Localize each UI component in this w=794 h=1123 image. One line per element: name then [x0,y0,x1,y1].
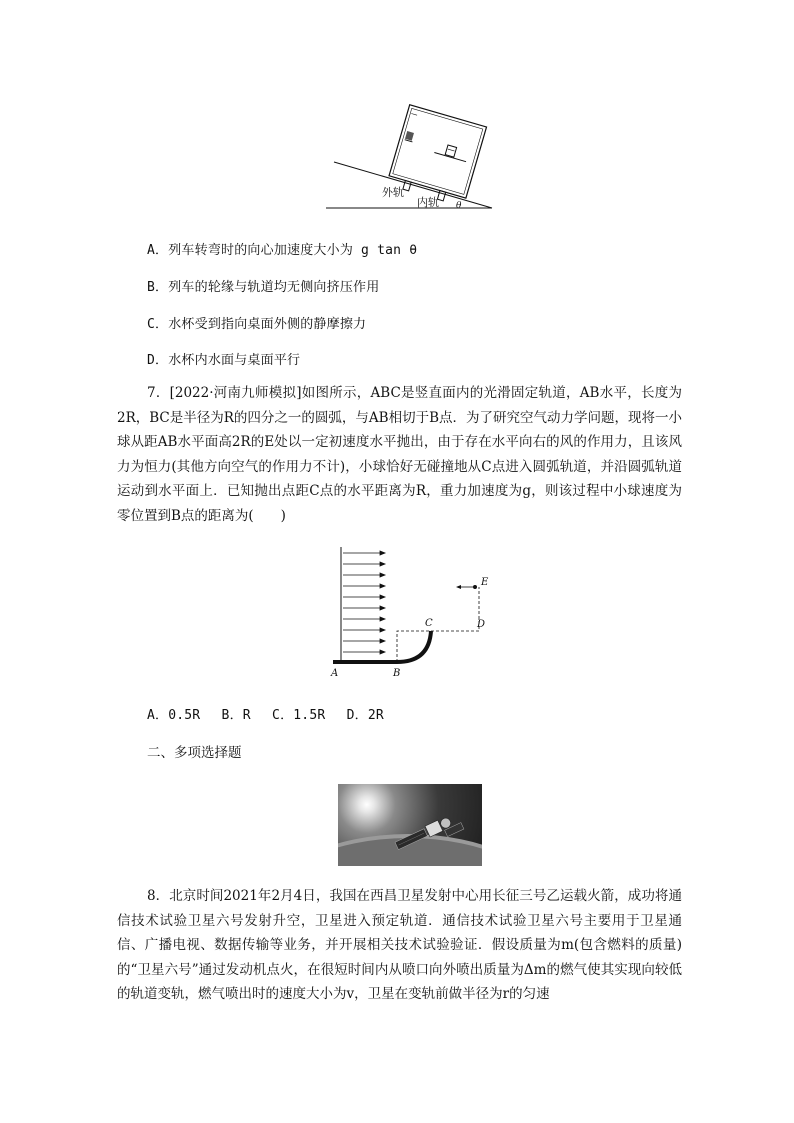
label-d: D [477,619,486,630]
section-title: 二、多项选择题 [147,745,242,761]
label-c: C [425,618,433,629]
question-8-text: 8．北京时间2021年2月4日，我国在西昌卫星发射中心用长征三号乙运载火箭，成功将通信技术试验卫星六号发射升空，卫星进入预定轨道．通信技术试验卫星六号主要用于卫星通信、广播电视、数据传输等业务，并开展相关技术试验验证．假设质量为m(包含燃料的质量)的“卫星六号”通过发动机点火，在很短时间内从喷口向外喷出质量为Δm的燃气使其实现向较低的轨道变轨，燃气喷出时的速度大小为v，卫星在变轨前做半径为r的匀速 [117,888,682,1002]
track-abc [333,631,431,662]
question-7-text: 7．[2022·河南九师模拟]如图所示，ABC是竖直面内的光滑固定轨道，AB水平，长度为2R，BC是半径为R的四分之一的圆弧，与AB相切于B点．为了研究空气动力学问题，现将一小球从距AB水平面高2R的E处以一定初速度水平抛出，由于存在水平向右的风的作用力，且该风力为恒力(其他方向空气的作用力不计)，小球恰好无碰撞地从C点进入圆弧轨道，并沿圆弧轨道运动到水平面上．已知抛出点距C点的水平距离为R，重力加速度为g，则该过程中小球速度为零位置到B点的距离为( ) [117,385,683,524]
banked-track-figure [320,100,500,215]
label-a: A [331,668,339,679]
angle-label: θ [456,201,462,211]
label-e: E [481,577,489,588]
satellite-photo [338,784,482,866]
inner-rail-label: 内轨 [417,196,439,209]
incline-line [334,162,492,208]
question-7-stem [117,381,682,528]
question-8-stem [117,884,682,1007]
wind-arrows [343,551,385,654]
track-abc-figure [325,545,500,685]
q6-option-d: D．水杯内水面与桌面平行 [147,353,301,368]
label-b: B [393,668,401,679]
dashed-guides [397,587,479,662]
outer-rail-label: 外轨 [382,186,404,199]
point-e-ball [473,585,477,589]
q6-option-a: A．列车转弯时的向心加速度大小为 g tan θ [147,243,418,258]
q7-options: A．0.5R B．R C．1.5R D．2R [147,708,384,723]
q6-option-c: C．水杯受到指向桌面外侧的静摩擦力 [147,317,367,332]
q6-option-b: B．列车的轮缘与轨道均无侧向挤压作用 [147,280,380,295]
